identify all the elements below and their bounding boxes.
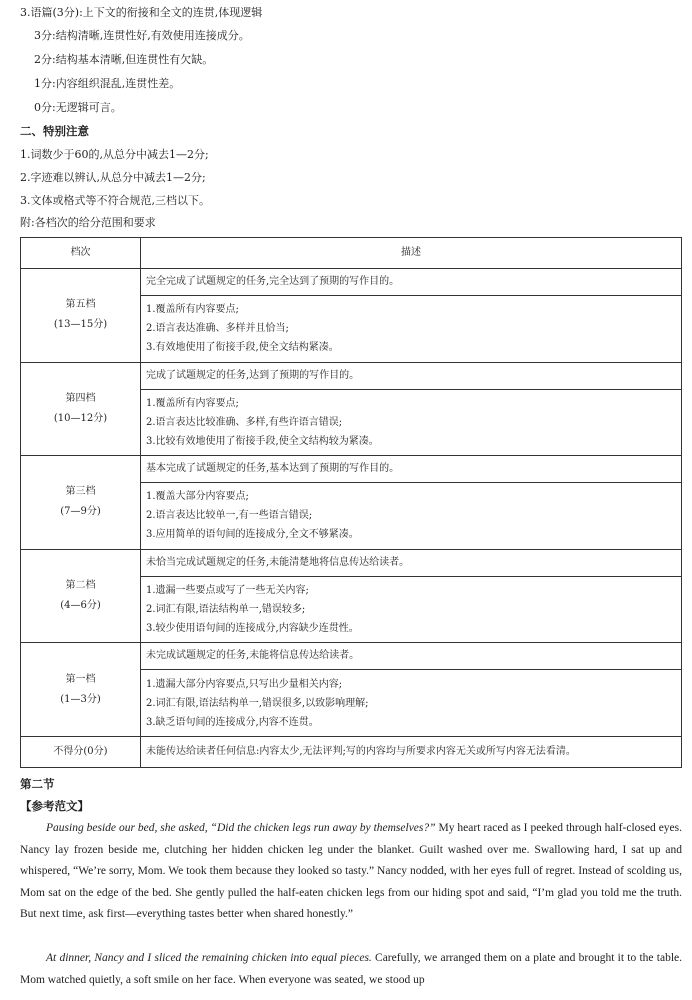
note-item: 1.词数少于60的,从总分中减去1—2分;	[20, 148, 209, 161]
level-item: 1.覆盖大部分内容要点;	[146, 491, 249, 503]
level-items	[141, 389, 682, 456]
paragraph-lead: Pausing beside our bed, she asked, “Did the chicken legs run away by themselves?”	[46, 822, 436, 834]
level-item: 2.词汇有限,语法结构单一,错误较多;	[146, 604, 306, 616]
table-row	[21, 549, 682, 576]
level-item: 3.应用简单的语句间的连接成分,全文不够紧凑。	[146, 529, 359, 541]
level-item: 3.有效地使用了衔接手段,使全文结构紧凑。	[146, 342, 339, 354]
level-item: 2.语言表达准确、多样并且恰当;	[146, 323, 289, 335]
level-items	[141, 670, 682, 737]
level-item: 2.词汇有限,语法结构单一,错误很多,以致影响理解;	[146, 697, 369, 709]
grading-table	[20, 237, 682, 768]
level-range: (1—3分)	[60, 693, 101, 705]
table-row	[21, 362, 682, 389]
discourse-level-3: 3分:结构清晰,连贯性好,有效使用连接成分。	[34, 29, 250, 42]
level-items	[141, 576, 682, 643]
level-summary: 未完成试题规定的任务,未能将信息传达给读者。	[141, 643, 682, 670]
level-name: 第五档	[65, 299, 96, 311]
table-row	[21, 269, 682, 296]
level-summary: 完全完成了试题规定的任务,完全达到了预期的写作目的。	[141, 269, 682, 296]
paragraph-body: Carefully, we arranged them on a plate and brought it to the table. Mom watched quietly, a soft smile on her face. When everyone was seated, we stood up	[20, 952, 682, 986]
header-description: 描述	[141, 238, 682, 269]
section-title: 第二节	[20, 777, 55, 791]
essay-paragraph-1	[20, 818, 682, 926]
level-items	[141, 296, 682, 363]
level-item: 3.缺乏语句间的连接成分,内容不连贯。	[146, 716, 319, 728]
level-name: 第一档	[65, 673, 96, 685]
level-summary: 基本完成了试题规定的任务,基本达到了预期的写作目的。	[141, 456, 682, 483]
level-items	[141, 483, 682, 550]
level-summary: 未恰当完成试题规定的任务,未能清楚地将信息传达给读者。	[141, 549, 682, 576]
table-row	[21, 456, 682, 483]
level-name: 第二档	[65, 580, 96, 592]
note-item: 3.文体或格式等不符合规范,三档以下。	[20, 194, 210, 207]
level-cell	[21, 269, 141, 363]
level-item: 1.遗漏大部分内容要点,只写出少量相关内容;	[146, 678, 343, 690]
level-item: 1.遗漏一些要点或写了一些无关内容;	[146, 585, 309, 597]
table-row	[21, 643, 682, 670]
level-item: 1.覆盖所有内容要点;	[146, 304, 239, 316]
essay-paragraph-2	[20, 948, 682, 991]
level-range: (10—12分)	[53, 412, 108, 424]
sample-essay-title: 【参考范文】	[20, 799, 89, 813]
notes-title: 二、特别注意	[20, 124, 89, 138]
zero-level-desc: 未能传达给读者任何信息:内容太少,无法评判;写的内容均与所要求内容无关或所写内容无法看清。	[141, 737, 682, 768]
note-item: 2.字迹难以辨认,从总分中减去1—2分;	[20, 171, 206, 184]
level-item: 2.语言表达比较单一,有一些语言错误;	[146, 510, 313, 522]
level-cell	[21, 643, 141, 737]
level-cell	[21, 456, 141, 550]
level-item: 3.比较有效地使用了衔接手段,使全文结构较为紧凑。	[146, 435, 379, 447]
level-range: (13—15分)	[53, 319, 108, 331]
level-range: (7—9分)	[60, 506, 101, 518]
level-summary: 完成了试题规定的任务,达到了预期的写作目的。	[141, 362, 682, 389]
discourse-level-1: 1分:内容组织混乱,连贯性差。	[34, 77, 181, 90]
level-range: (4—6分)	[60, 600, 101, 612]
level-name: 第四档	[65, 392, 96, 404]
level-cell	[21, 362, 141, 456]
discourse-criterion-title: 3.语篇(3分):上下文的衔接和全文的连贯,体现逻辑	[20, 6, 263, 19]
level-name: 第三档	[65, 486, 96, 498]
appendix-label: 附:各档次的给分范围和要求	[20, 216, 156, 229]
zero-level-cell: 不得分(0分)	[21, 737, 141, 768]
discourse-level-2: 2分:结构基本清晰,但连贯性有欠缺。	[34, 53, 214, 66]
paragraph-lead: At dinner, Nancy and I sliced the remaining chicken into equal pieces.	[46, 952, 372, 964]
discourse-level-0: 0分:无逻辑可言。	[34, 101, 122, 114]
level-cell	[21, 549, 141, 643]
level-item: 3.较少使用语句间的连接成分,内容缺少连贯性。	[146, 623, 359, 635]
paragraph-body: My heart raced as I peeked through half-closed eyes. Nancy lay frozen beside me, clutching her hidden chicken leg under the blanket. Guilt washed over me. Swallowing hard, I sat up and whispered, “We’re sorry, Mom. We took them because they looked so tasty.” Nancy nodded, with her eyes full of regret. Instead of scolding us, Mom sat on the edge of the bed. She gently pulled the half-eaten chicken legs from our hiding spot and said, “I’m glad you told me the truth. But next time, ask first—everything tastes better when shared honestly.”	[20, 822, 683, 920]
header-level: 档次	[21, 238, 141, 269]
table-row	[21, 737, 682, 768]
level-item: 1.覆盖所有内容要点;	[146, 397, 239, 409]
table-header-row	[21, 238, 682, 269]
level-item: 2.语言表达比较准确、多样,有些许语言错误;	[146, 416, 343, 428]
